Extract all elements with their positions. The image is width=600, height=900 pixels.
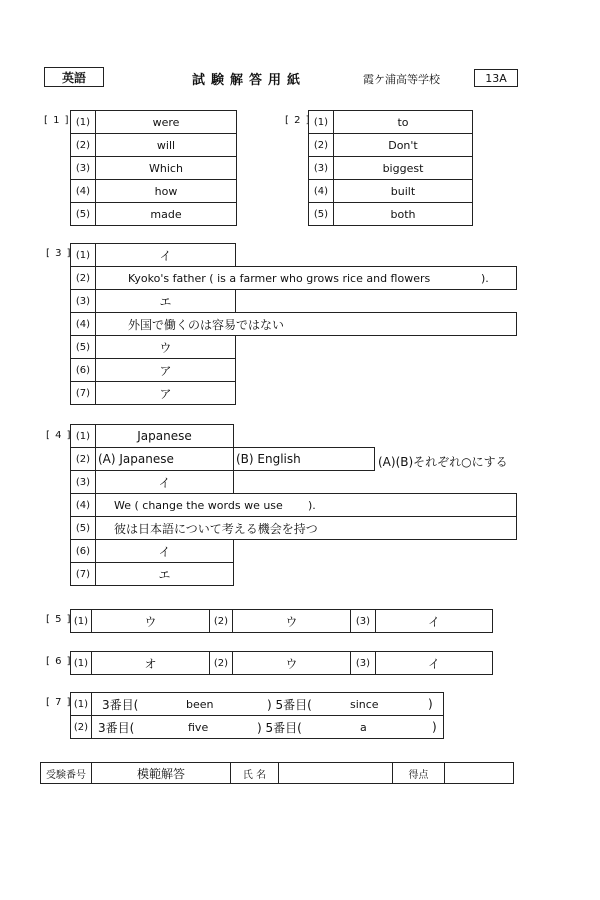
q2-answer: to xyxy=(333,110,473,134)
q7-fifth-word-label: ) 5番目( xyxy=(257,720,302,735)
q2-label: [ 2 ] xyxy=(285,115,311,126)
q6-label: [ 6 ] xyxy=(46,656,72,667)
q3-label: [ 3 ] xyxy=(46,248,72,259)
q3-long-answer xyxy=(95,266,517,290)
exam-number-label: 受験番号 xyxy=(40,762,92,784)
score-field[interactable] xyxy=(444,762,514,784)
score-label: 得点 xyxy=(392,762,445,784)
q4-no: (1) xyxy=(70,424,96,448)
q4-answer: エ xyxy=(95,562,234,586)
q7-label: [ 7 ] xyxy=(46,697,72,708)
q3-no: (5) xyxy=(70,335,96,359)
q7-fifth-word-label: ) 5番目( xyxy=(267,697,312,712)
q2-answer: built xyxy=(333,179,473,203)
q4-answer: 彼は日本語について考える機会を持つ xyxy=(95,516,517,540)
q2-no: (3) xyxy=(308,156,334,180)
sheet-title: 試験解答用紙 xyxy=(192,73,307,88)
q3-answer-end: ). xyxy=(481,271,489,285)
q3-answer: イ xyxy=(95,243,236,267)
q7-fifth-word: a xyxy=(360,720,367,734)
q3-no: (7) xyxy=(70,381,96,405)
q7-answer-row xyxy=(91,692,444,716)
q4-answer: イ xyxy=(95,470,234,494)
q4-no: (4) xyxy=(70,493,96,517)
q4-no: (7) xyxy=(70,562,96,586)
q5-answer: ウ xyxy=(232,609,351,633)
q4-answer-end: ). xyxy=(308,498,316,512)
q3-no: (6) xyxy=(70,358,96,382)
q2-no: (1) xyxy=(308,110,334,134)
q1-no: (3) xyxy=(70,156,96,180)
q4-answer: イ xyxy=(95,539,234,563)
q1-answer: will xyxy=(95,133,237,157)
q6-answer: ウ xyxy=(232,651,351,675)
q3-no: (2) xyxy=(70,266,96,290)
q1-label: [ 1 ] xyxy=(44,115,70,126)
name-field[interactable] xyxy=(278,762,393,784)
q2-answer: both xyxy=(333,202,473,226)
q3-answer: エ xyxy=(95,289,236,313)
q2-no: (5) xyxy=(308,202,334,226)
q7-close-paren: ) xyxy=(428,697,433,711)
q3-no: (3) xyxy=(70,289,96,313)
q1-no: (4) xyxy=(70,179,96,203)
exam-number-value: 模範解答 xyxy=(91,762,231,784)
q6-answer: オ xyxy=(91,651,210,675)
q7-third-word-label: 3番目( xyxy=(102,697,139,712)
q5-label: [ 5 ] xyxy=(46,614,72,625)
q3-answer: ウ xyxy=(95,335,236,359)
q1-answer: made xyxy=(95,202,237,226)
q4-no: (6) xyxy=(70,539,96,563)
q2-answer: Don't xyxy=(333,133,473,157)
q3-answer: ア xyxy=(95,358,236,382)
q6-answer: イ xyxy=(375,651,493,675)
q6-no: (2) xyxy=(209,651,233,675)
q7-no: (2) xyxy=(70,715,92,739)
q3-answer: ア xyxy=(95,381,236,405)
q1-answer: Which xyxy=(95,156,237,180)
q5-no: (2) xyxy=(209,609,233,633)
q3-no: (1) xyxy=(70,243,96,267)
q7-answer-row xyxy=(91,715,444,739)
q3-no: (4) xyxy=(70,312,96,336)
q5-answer: ウ xyxy=(91,609,210,633)
q7-third-word: been xyxy=(186,697,214,711)
q4-no: (5) xyxy=(70,516,96,540)
q2-no: (2) xyxy=(308,133,334,157)
q7-fifth-word: since xyxy=(350,697,379,711)
q4-instruction-note: (A)(B)それぞれ○にする xyxy=(378,455,508,469)
q3-answer-text: Kyoko's father ( is a farmer who grows rice and flowers xyxy=(128,271,431,285)
q5-no: (1) xyxy=(70,609,92,633)
q1-no: (1) xyxy=(70,110,96,134)
q4-no: (3) xyxy=(70,470,96,494)
q5-no: (3) xyxy=(350,609,376,633)
q1-no: (5) xyxy=(70,202,96,226)
q1-no: (2) xyxy=(70,133,96,157)
name-label: 氏 名 xyxy=(230,762,279,784)
school-name: 霞ケ浦高等学校 xyxy=(363,73,440,86)
q4-option-b: (B) English xyxy=(233,447,375,471)
q7-close-paren: ) xyxy=(432,720,437,734)
q2-no: (4) xyxy=(308,179,334,203)
q5-answer: イ xyxy=(375,609,493,633)
q4-option-a: (A) Japanese xyxy=(95,447,234,471)
q2-answer: biggest xyxy=(333,156,473,180)
sheet-code: 13A xyxy=(474,69,518,87)
q7-no: (1) xyxy=(70,692,92,716)
q4-no: (2) xyxy=(70,447,96,471)
subject-box: 英語 xyxy=(44,67,104,87)
q7-third-word: five xyxy=(188,720,209,734)
q3-answer: 外国で働くのは容易ではない xyxy=(95,312,517,336)
q1-answer: how xyxy=(95,179,237,203)
q4-label: [ 4 ] xyxy=(46,430,72,441)
q6-no: (1) xyxy=(70,651,92,675)
q4-answer: Japanese xyxy=(95,424,234,448)
q1-answer: were xyxy=(95,110,237,134)
q6-no: (3) xyxy=(350,651,376,675)
q7-third-word-label: 3番目( xyxy=(98,720,135,735)
q4-long-answer xyxy=(95,493,517,517)
q4-answer-text: We ( change the words we use xyxy=(114,498,283,512)
